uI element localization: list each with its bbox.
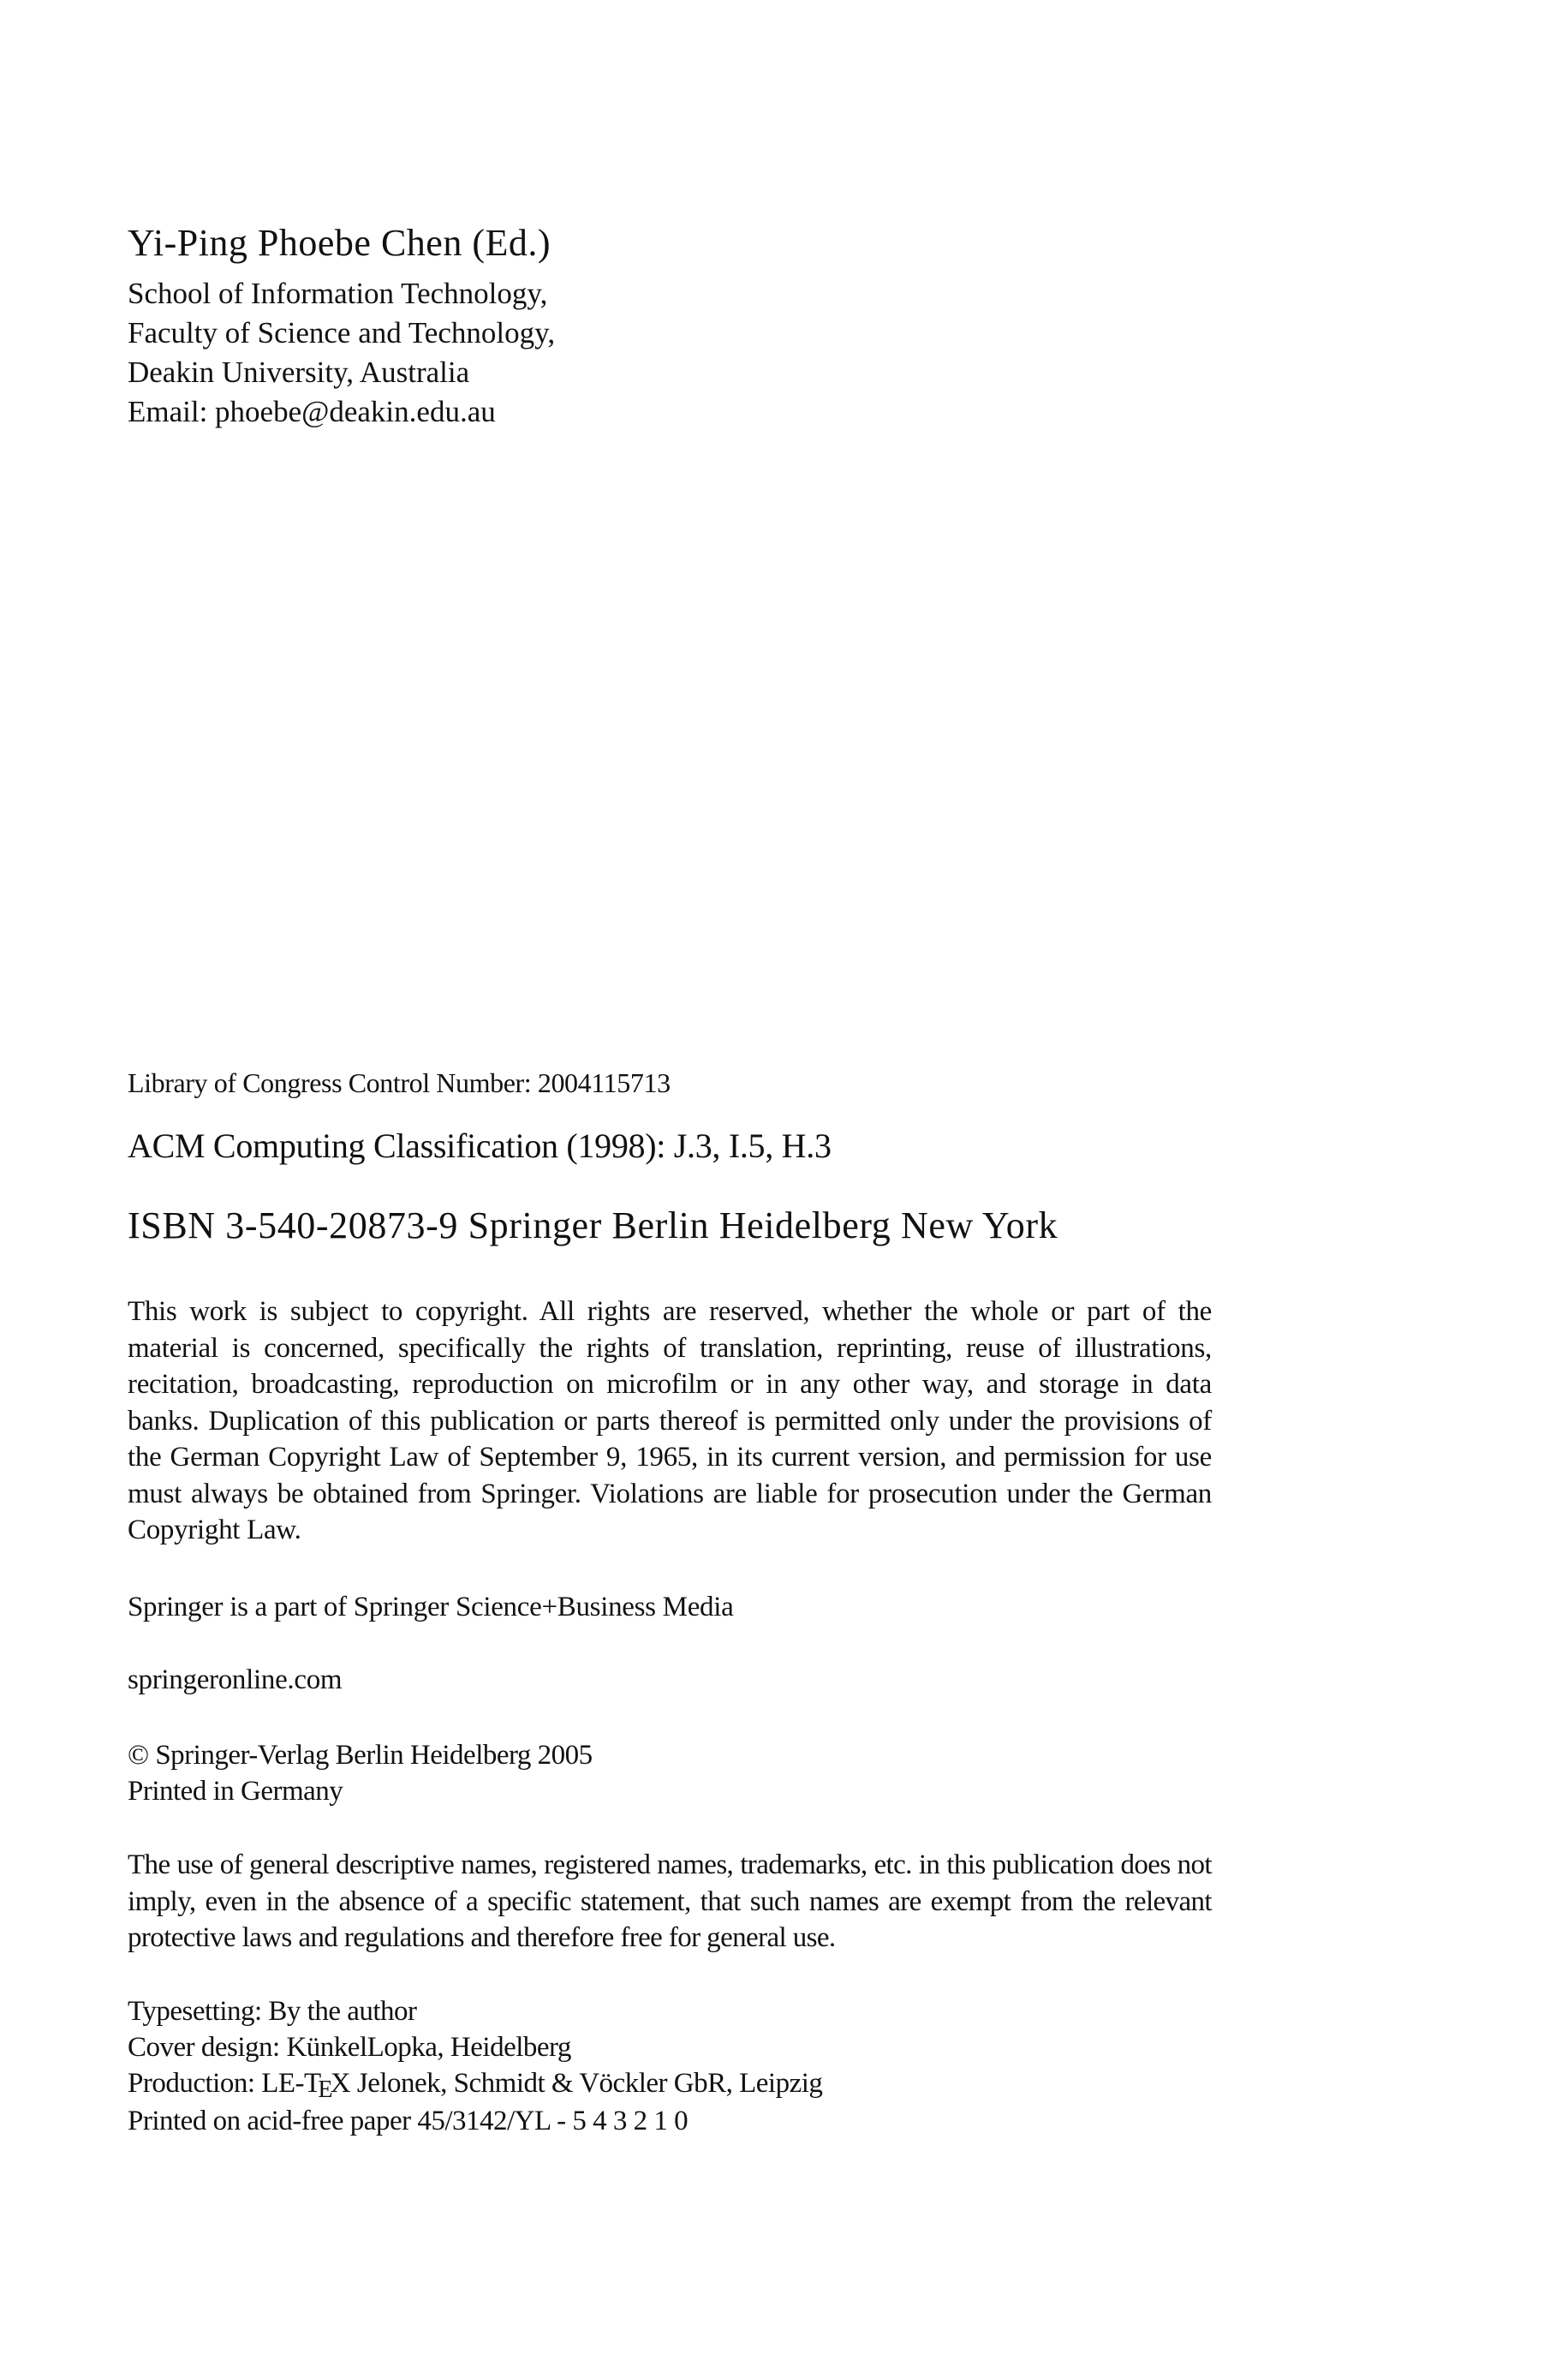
editor-affiliation: [128, 274, 555, 432]
editor-name: Yi-Ping Phoebe Chen (Ed.): [128, 222, 551, 264]
production-credits: [128, 1993, 822, 2139]
affiliation-line-university: Deakin University, Australia: [128, 356, 470, 389]
affiliation-line-faculty: Faculty of Science and Technology,: [128, 316, 556, 350]
copyright-line: © Springer-Verlag Berlin Heidelberg 2005: [128, 1740, 593, 1771]
trademark-notice: The use of general descriptive names, registered names, trademarks, etc. in this publication does not imply, even in the absence of a specific statement, that such names are exempt from the relevant protective laws and regulations and therefore free for general use.: [128, 1849, 1212, 1953]
printed-in: Printed in Germany: [128, 1776, 343, 1807]
paper-credit: Printed on acid-free paper 45/3142/YL - 5 4 3 2 1 0: [128, 2106, 689, 2136]
publisher-website: springeronline.com: [128, 1664, 343, 1695]
part-of-statement: Springer is a part of Springer Science+Business Media: [128, 1592, 734, 1622]
isbn: ISBN 3-540-20873-9 Springer Berlin Heidelberg New York: [128, 1204, 1058, 1246]
production-credit-prefix: Production: LE-T: [128, 2068, 321, 2099]
tex-logo-e: E: [318, 2076, 332, 2104]
typesetting-credit: Typesetting: By the author: [128, 1996, 417, 2027]
lccn: Library of Congress Control Number: 2004115713: [128, 1067, 671, 1098]
production-credit: [128, 2065, 822, 2103]
cover-design-credit: Cover design: KünkelLopka, Heidelberg: [128, 2032, 571, 2063]
copyright-block: [128, 1737, 593, 1809]
affiliation-line-email: Email: phoebe@deakin.edu.au: [128, 395, 496, 428]
production-credit-suffix: X Jelonek, Schmidt & Vöckler GbR, Leipzig: [330, 2068, 823, 2099]
affiliation-line-school: School of Information Technology,: [128, 277, 548, 310]
copyright-notice: This work is subject to copyright. All rights are reserved, whether the whole or part of the material is concerned, specifically the rights of translation, reprinting, reuse of illustrations, recitation, broadcasting, reproduction on microfilm or in any other way, and storage in data banks. Duplication of this publication or parts thereof is permitted only under the provisions of the German Copyright Law of September 9, 1965, in its current version, and permission for use must always be obtained from Springer. Violations are liable for prosecution under the German Copyright Law.: [128, 1296, 1212, 1545]
acm-classification: ACM Computing Classification (1998): J.3, I.5, H.3: [128, 1126, 832, 1165]
